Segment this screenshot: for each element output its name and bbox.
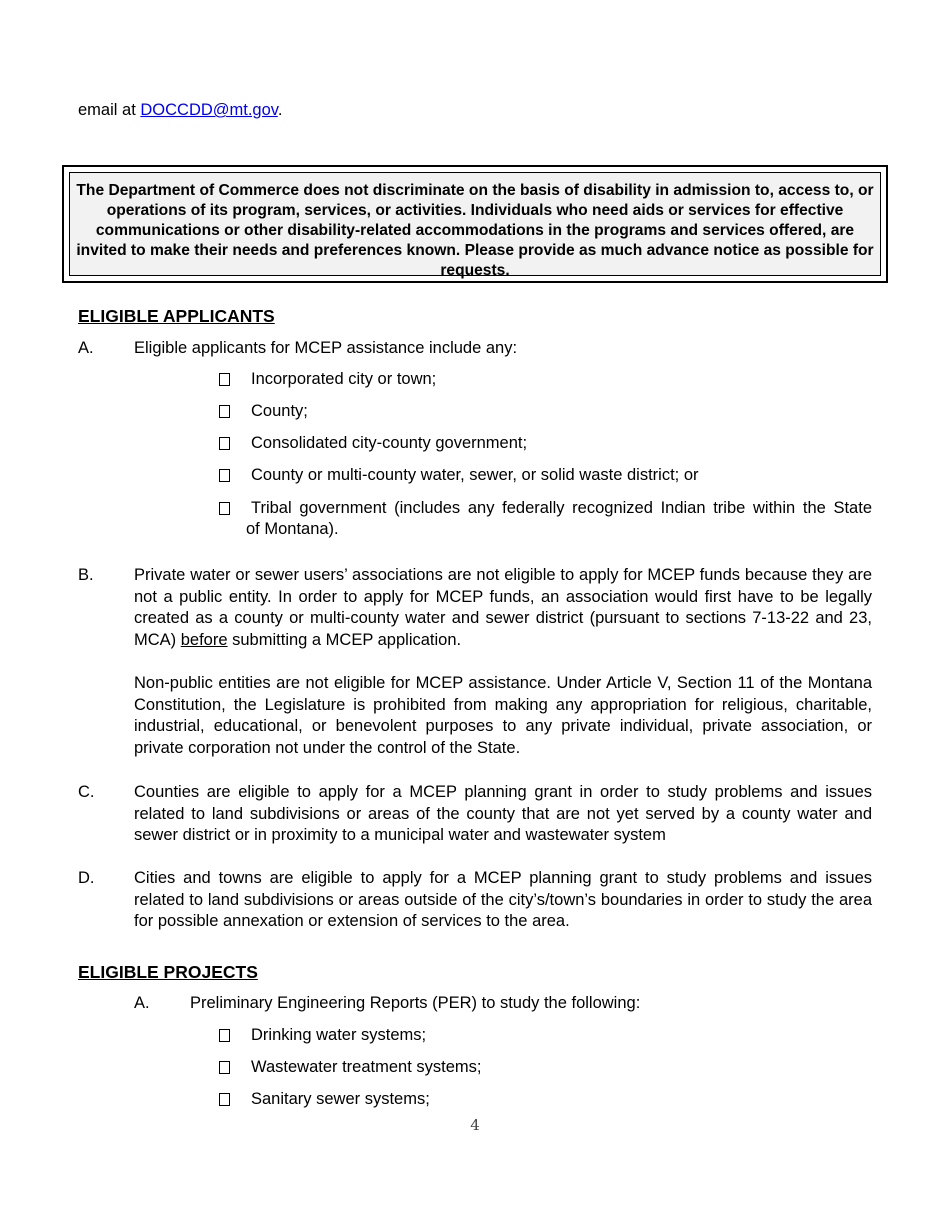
project-bullet-1: Drinking water systems; — [251, 1026, 427, 1044]
applicants-d-marker: D. — [78, 869, 95, 887]
applicant-bullet-5-continued: of Montana). — [246, 520, 339, 538]
project-bullet-2: Wastewater treatment systems; — [251, 1058, 482, 1076]
checkbox-icon — [219, 502, 230, 515]
checkbox-icon — [219, 405, 230, 418]
applicants-b-paragraph-2: Non-public entities are not eligible for MCEP assistance. Under Article V, Section 11 of the Montana Constitution, the Legislature is prohibited from making any appropriation for religious, charitable, industrial, educational, or benevolent purposes to any private individual, private association, or private corporation not under the control of the State. — [134, 674, 872, 758]
checkbox-icon — [219, 373, 230, 386]
applicants-b-p1-part2: submitting a MCEP application. — [227, 631, 462, 650]
page-number: 4 — [470, 1116, 480, 1134]
email-prefix: email at — [78, 101, 141, 119]
nondiscrimination-notice-text: The Department of Commerce does not discriminate on the basis of disability in admission to, access to, or operations of its program, services, or activities. Individuals who need aids or services for effective communications or other disability-related accommodations in the programs and services offered, are invited to make their needs and preferences known. Please provide as much advance notice as possible for requests. — [69, 172, 881, 276]
eligible-projects-heading: ELIGIBLE PROJECTS — [78, 962, 258, 982]
eligible-applicants-heading: ELIGIBLE APPLICANTS — [78, 306, 275, 326]
applicant-bullet-2: County; — [251, 402, 308, 420]
checkbox-icon — [219, 1093, 230, 1106]
projects-a-text: Preliminary Engineering Reports (PER) to study the following: — [190, 994, 641, 1012]
applicants-c-marker: C. — [78, 783, 95, 801]
checkbox-icon — [219, 1061, 230, 1074]
applicant-bullet-1: Incorporated city or town; — [251, 370, 437, 388]
checkbox-icon — [219, 1029, 230, 1042]
applicants-d-paragraph: Cities and towns are eligible to apply for a MCEP planning grant to study problems and issues related to land subdivisions or areas outside of the city’s/town’s boundaries in order to study the area for possible annexation or extension of services to the area. — [134, 869, 872, 931]
email-link[interactable]: DOCCDD@mt.gov — [140, 101, 278, 119]
applicants-b-p1-part1: Private water or sewer users’ associations are not eligible to apply for MCEP funds because they are not a public entity. In order to apply for MCEP funds, an association would first have to be legally created as a county or multi-county water and sewer district (pursuant to sections 7-13-22 and 23, MCA) — [134, 566, 872, 650]
applicants-a-text: Eligible applicants for MCEP assistance include any: — [134, 339, 518, 357]
project-bullet-3: Sanitary sewer systems; — [251, 1090, 430, 1108]
projects-a-marker: A. — [134, 994, 150, 1012]
checkbox-icon — [219, 469, 230, 482]
applicants-b-marker: B. — [78, 566, 94, 584]
nondiscrimination-notice-box — [62, 165, 888, 283]
applicants-b-p1-underlined: before — [180, 631, 228, 650]
checkbox-icon — [219, 437, 230, 450]
applicants-c-paragraph: Counties are eligible to apply for a MCEP planning grant in order to study problems and issues related to land subdivisions or areas of the county that are not yet served by a county water and sewer district or in proximity to a municipal water and wastewater system — [134, 783, 872, 845]
applicants-a-marker: A. — [78, 339, 94, 357]
applicants-b-paragraph-1 — [134, 565, 872, 652]
applicant-bullet-5: Tribal government (includes any federally recognized Indian tribe within the State — [251, 499, 872, 517]
applicant-bullet-3: Consolidated city-county government; — [251, 434, 528, 452]
email-line — [78, 100, 282, 121]
email-suffix: . — [277, 101, 283, 119]
applicant-bullet-4: County or multi-county water, sewer, or solid waste district; or — [251, 466, 699, 484]
